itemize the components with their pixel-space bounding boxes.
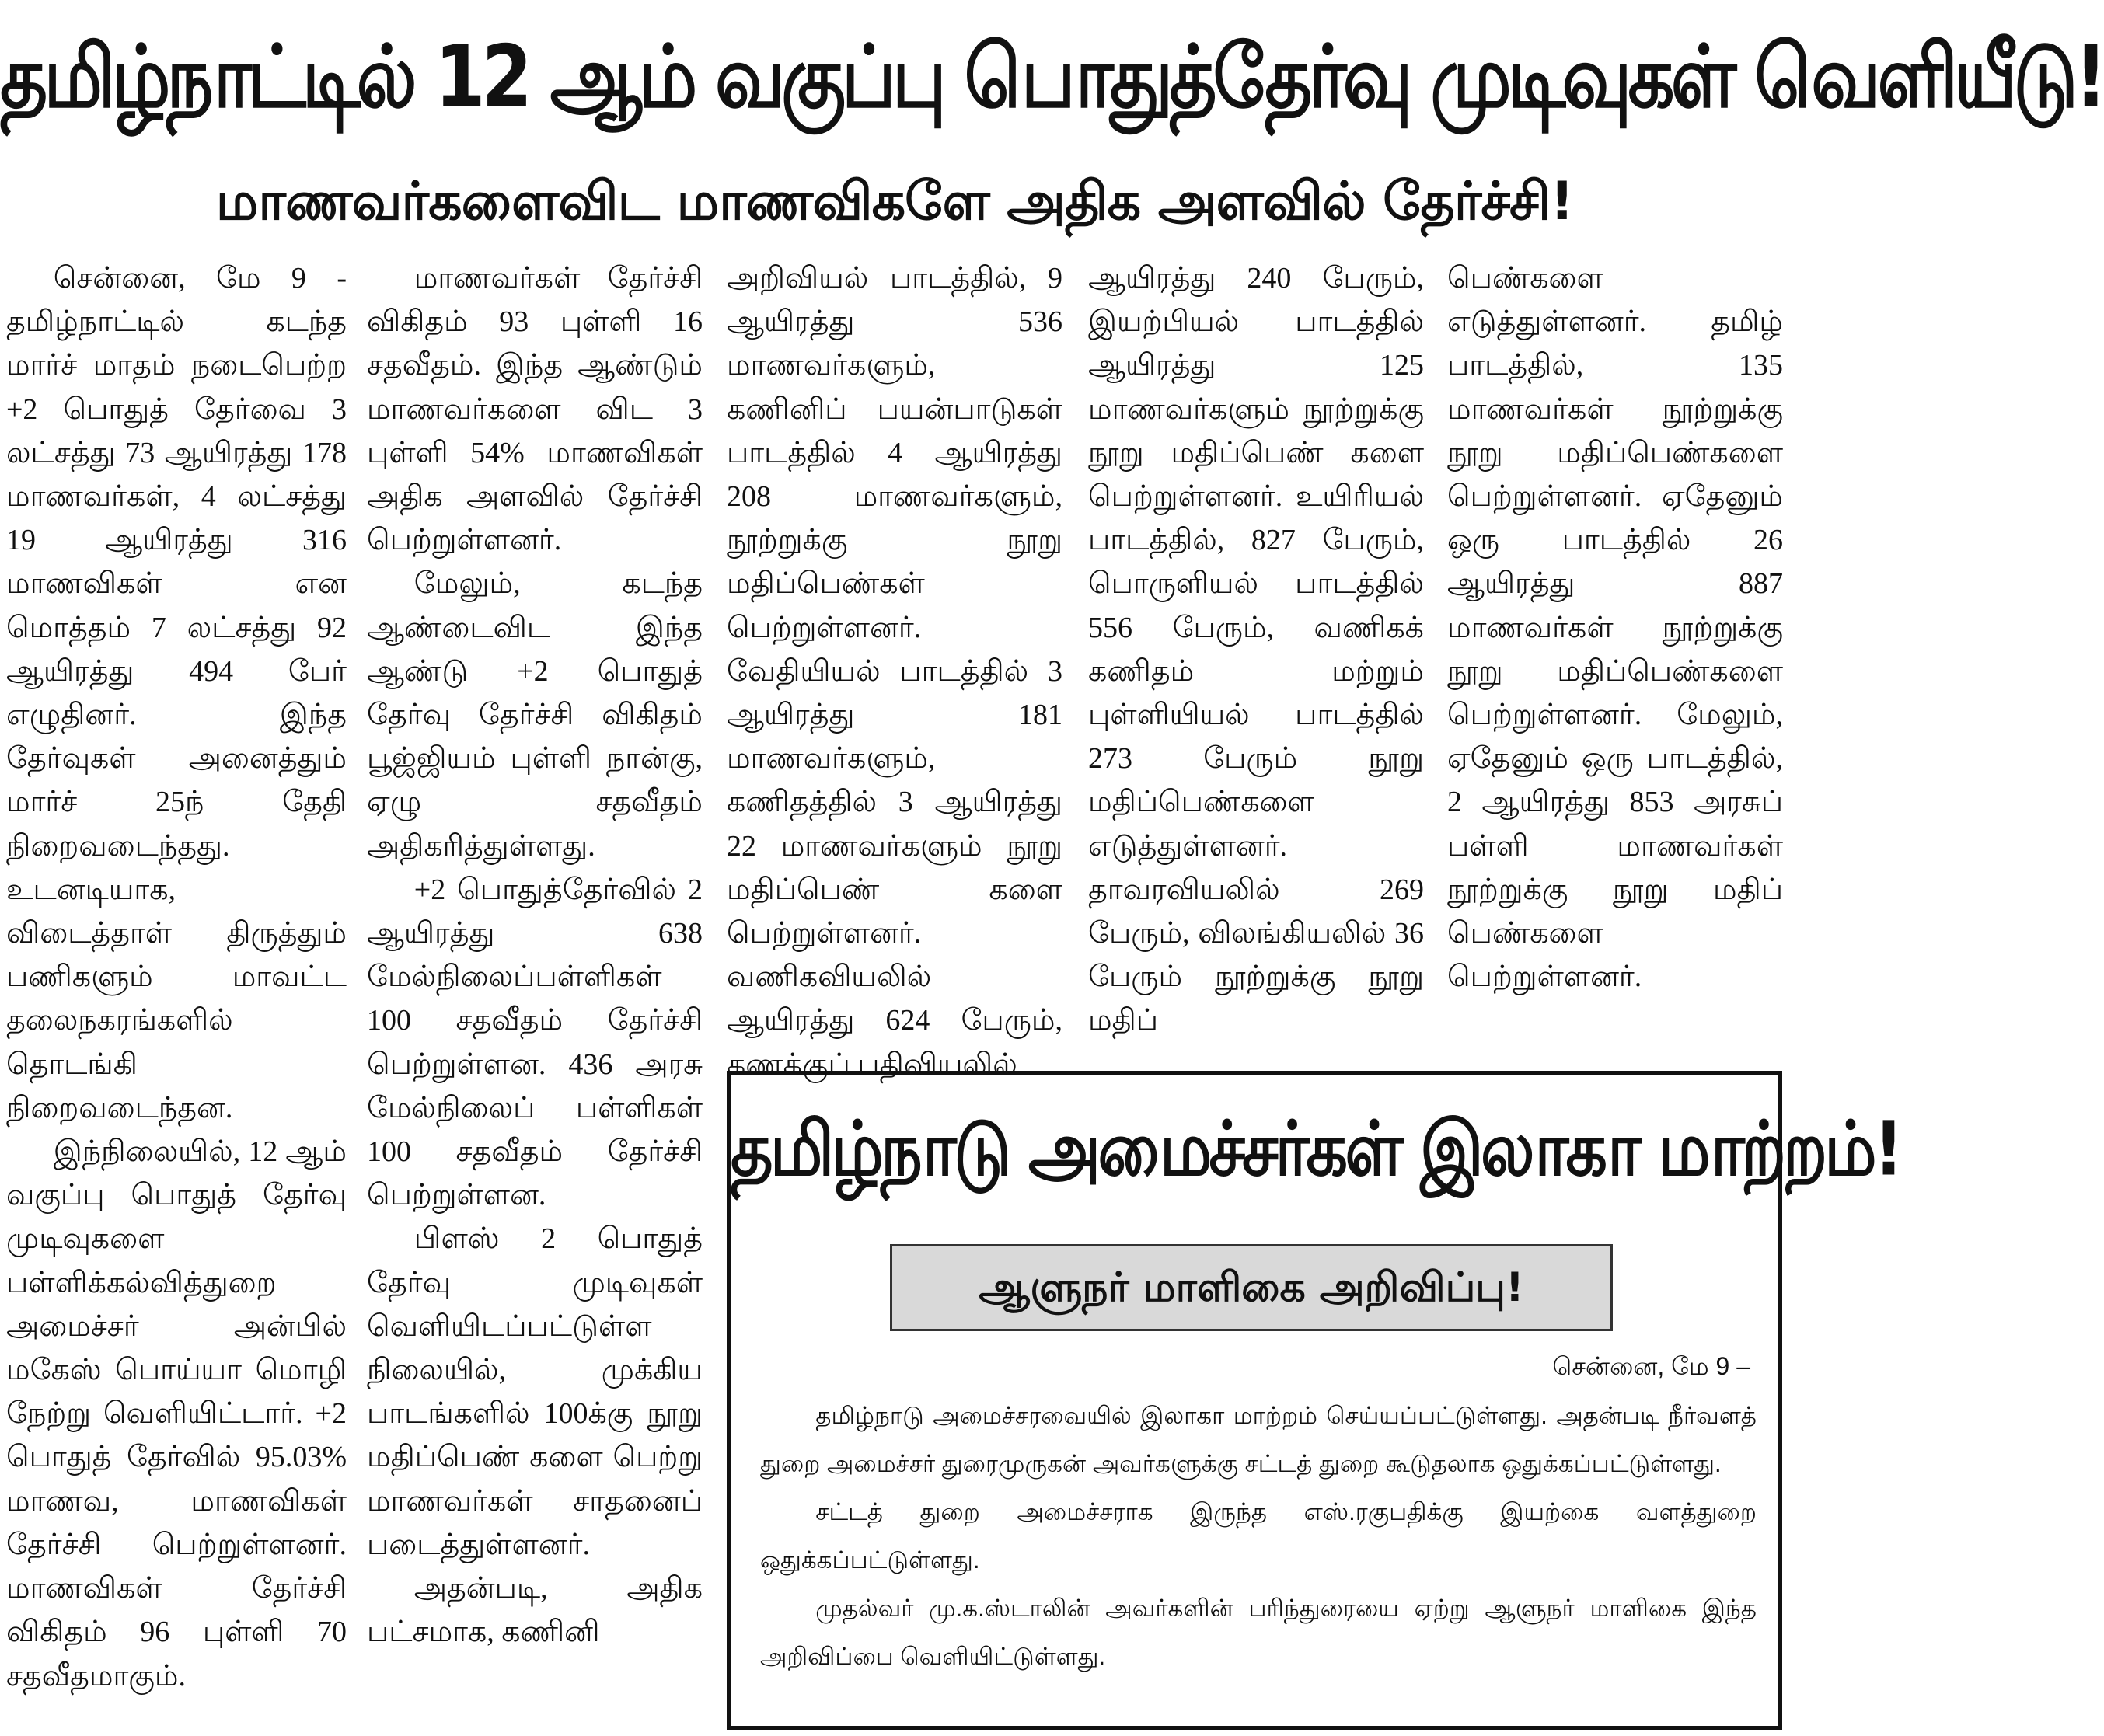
box-subtitle: ஆளுநர் மாளிகை அறிவிப்பு! xyxy=(890,1244,1613,1331)
subheadline: மாணவர்களைவிட மாணவிகளே அதிக அளவில் தேர்ச்சி! xyxy=(215,171,1574,232)
paragraph: பிளஸ் 2 பொதுத் தேர்வு முடிவுகள் வெளியிடப்பட்டுள்ள நிலையில், முக்கிய பாடங்களில் 100க்கு நூறு மதிப்பெண் களை பெற்று மாணவர்கள் சாதனைப் படைத்துள்ளனர். xyxy=(367,1222,703,1561)
paragraph: அறிவியல் பாடத்தில், 9 ஆயிரத்து 536 மாணவர்களும், கணினிப் பயன்பாடுகள் பாடத்தில் 4 ஆயிரத்து 208 மாணவர்களும், நூற்றுக்கு நூறு மதிப்பெண்கள் பெற்றுள்ளனர். வேதியியல் பாடத்தில் 3 ஆயிரத்து 181 மாணவர்களும், கணிதத்தில் 3 ஆயிரத்து 22 மாணவர்களும் நூறு மதிப்பெண் களை பெற்றுள்ளனர். வணிகவியலில் ஆயிரத்து 624 பேரும், கணக்குப் பதிவியலில் xyxy=(727,262,1062,1081)
paragraph: அதன்படி, அதிக பட்சமாக, கணினி xyxy=(367,1572,703,1649)
article-column-5 xyxy=(1447,256,1783,1037)
paragraph: தமிழ்நாடு அமைச்சரவையில் இலாகா மாற்றம் செய்யப்பட்டுள்ளது. அதன்படி நீர்வளத் துறை அமைச்சர் துரைமுருகன் அவர்களுக்கு சட்டத் துறை கூடுதலாக ஒதுக்கப்பட்டுள்ளது. xyxy=(760,1402,1757,1477)
paragraph: மாணவர்கள் தேர்ச்சி விகிதம் 93 புள்ளி 16 சதவீதம். இந்த ஆண்டும் மாணவர்களை விட 3 புள்ளி 54% மாணவிகள் அதிக அளவில் தேர்ச்சி பெற்றுள்ளனர். xyxy=(367,262,703,557)
paragraph: இந்நிலையில், 12 ஆம் வகுப்பு பொதுத் தேர்வு முடிவுகளை பள்ளிக்கல்வித்துறை அமைச்சர் அன்பில் மகேஸ் பொய்யா மொழி நேற்று வெளியிட்டார். +2 பொதுத் தேர்வில் 95.03% மாணவ, மாணவிகள் தேர்ச்சி பெற்றுள்ளனர். மாணவிகள் தேர்ச்சி விகிதம் 96 புள்ளி 70 சதவீதமாகும். xyxy=(6,1135,347,1692)
paragraph: பெண்களை எடுத்துள்ளனர். தமிழ் பாடத்தில், 135 மாணவர்கள் நூற்றுக்கு நூறு மதிப்பெண்களை பெற்றுள்ளனர். ஏதேனும் ஒரு பாடத்தில் 26 ஆயிரத்து 887 மாணவர்கள் நூற்றுக்கு நூறு மதிப்பெண்களை பெற்றுள்ளனர். மேலும், ஏதேனும் ஒரு பாடத்தில், 2 ஆயிரத்து 853 அரசுப் பள்ளி மாணவர்கள் நூற்றுக்கு நூறு மதிப் பெண்களை பெற்றுள்ளனர். xyxy=(1447,262,1783,994)
paragraph: மேலும், கடந்த ஆண்டைவிட இந்த ஆண்டு +2 பொதுத் தேர்வு தேர்ச்சி விகிதம் பூஜ்ஜியம் புள்ளி நான்கு, ஏழு சதவீதம் அதிகரித்துள்ளது. xyxy=(367,567,703,863)
headline: தமிழ்நாட்டில் 12 ஆம் வகுப்பு பொதுத்தேர்வு முடிவுகள் வெளியீடு! xyxy=(0,27,2104,128)
article-column-4 xyxy=(1088,256,1424,1037)
article-column-2 xyxy=(367,256,703,1733)
box-dateline: சென்னை, மே 9 – xyxy=(1552,1352,1750,1380)
paragraph: சட்டத் துறை அமைச்சராக இருந்த எஸ்.ரகுபதிக்கு இயற்கை வளத்துறை ஒதுக்கப்பட்டுள்ளது. xyxy=(760,1498,1757,1574)
paragraph: ஆயிரத்து 240 பேரும், இயற்பியல் பாடத்தில் ஆயிரத்து 125 மாணவர்களும் நூற்றுக்கு நூறு மதிப்பெண் களை பெற்றுள்ளனர். உயிரியல் பாடத்தில், 827 பேரும், பொருளியல் பாடத்தில் 556 பேரும், வணிகக் கணிதம் மற்றும் புள்ளியியல் பாடத்தில் 273 பேரும் நூறு மதிப்பெண்களை எடுத்துள்ளனர். தாவரவியலில் 269 பேரும், விலங்கியலில் 36 பேரும் நூற்றுக்கு நூறு மதிப் xyxy=(1088,262,1424,1037)
news-box xyxy=(727,1071,1901,1730)
article-column-3 xyxy=(727,256,1062,1081)
paragraph: +2 பொதுத்தேர்வில் 2 ஆயிரத்து 638 மேல்நிலைப்பள்ளிகள் 100 சதவீதம் தேர்ச்சி பெற்றுள்ளன. 436 அரசு மேல்நிலைப் பள்ளிகள் 100 சதவீதம் தேர்ச்சி பெற்றுள்ளன. xyxy=(367,873,703,1212)
paragraph: முதல்வர் மு.க.ஸ்டாலின் அவர்களின் பரிந்துரையை ஏற்று ஆளுநர் மாளிகை இந்த அறிவிப்பை வெளியிட்டுள்ளது. xyxy=(760,1595,1757,1670)
box-title: தமிழ்நாடு அமைச்சர்கள் இலாகா மாற்றம்! xyxy=(731,1104,1901,1193)
paragraph: சென்னை, மே 9 - தமிழ்நாட்டில் கடந்த மார்ச் மாதம் நடைபெற்ற +2 பொதுத் தேர்வை 3 லட்சத்து 73 ஆயிரத்து 178 மாணவர்கள், 4 லட்சத்து 19 ஆயிரத்து 316 மாணவிகள் என மொத்தம் 7 லட்சத்து 92 ஆயிரத்து 494 பேர் எழுதினர். இந்த தேர்வுகள் அனைத்தும் மார்ச் 25ந் தேதி நிறைவடைந்தது. உடனடியாக, விடைத்தாள் திருத்தும் பணிகளும் மாவட்ட தலைநகரங்களில் தொடங்கி நிறைவடைந்தன. xyxy=(6,262,347,1124)
article-column-1 xyxy=(6,256,347,1733)
box-body xyxy=(760,1392,1757,1718)
